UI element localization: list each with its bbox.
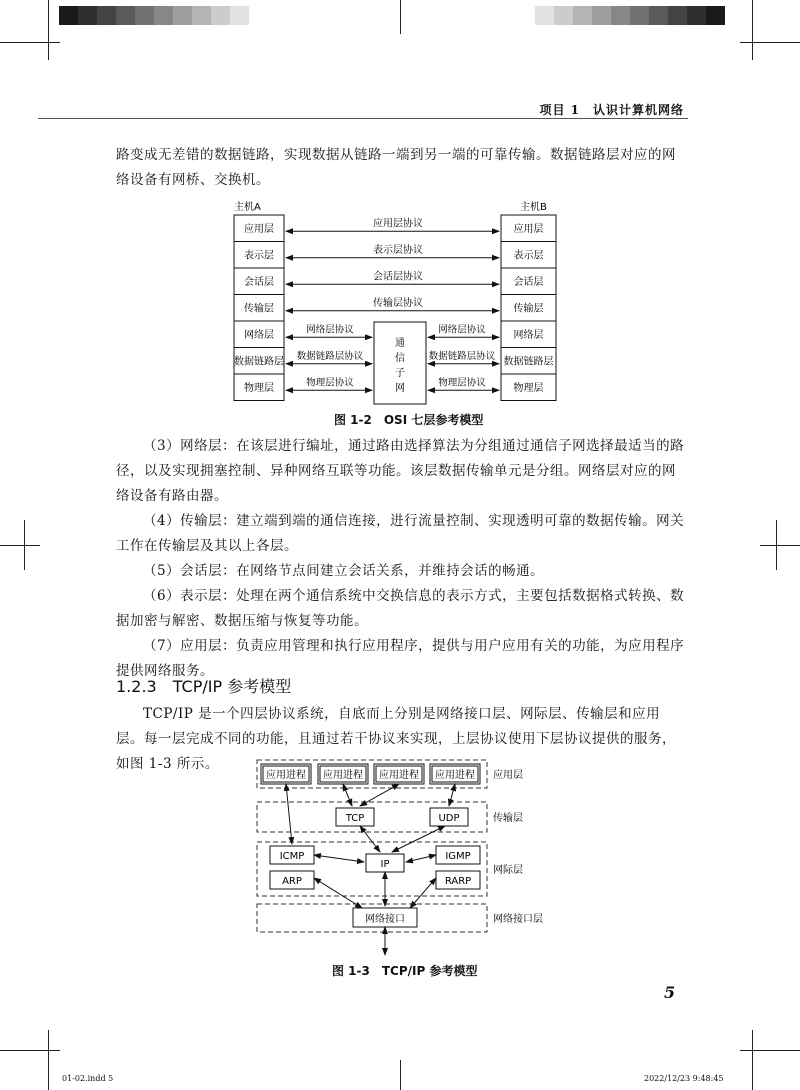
host-a-label: 主机A: [234, 202, 261, 213]
crop-mark: [740, 42, 800, 43]
connector-line: [449, 784, 455, 806]
layer-label-transport: 传输层: [493, 813, 523, 824]
connector-line: [286, 784, 292, 844]
protocol-label: 应用层协议: [373, 218, 423, 230]
app-process-label: 应用进程: [266, 770, 306, 781]
layer-label-application: 应用层: [493, 770, 523, 781]
subnet-char: 信: [395, 353, 405, 364]
color-swatch: [154, 6, 173, 25]
osi-layer-label-a: 应用层: [244, 224, 274, 235]
crop-mark: [0, 42, 60, 43]
crop-mark: [0, 1050, 60, 1051]
connector-line: [360, 826, 380, 852]
subnet-char: 子: [395, 368, 405, 379]
layer-paragraph: （3）网络层：在该层进行编址，通过路由选择算法为分组通过通信子网选择最适当的路径，以及实现拥塞控制、异种网络互联等功能。该层数据传输单元是分组。网络层对应的网络设备有路由器。: [116, 438, 685, 504]
crop-mark: [48, 1030, 49, 1090]
app-process-label: 应用进程: [323, 770, 363, 781]
protocol-label: 会话层协议: [373, 271, 423, 283]
color-swatch: [135, 6, 154, 25]
layer-paragraph: （4）传输层：建立端到端的通信连接，进行流量控制、实现透明可靠的数据传输。网关工作在传输层及其以上各层。: [116, 513, 685, 554]
color-swatch: [173, 6, 192, 25]
crop-mark: [752, 1030, 753, 1090]
running-head: 项目 1 认识计算机网络: [539, 103, 684, 117]
icmp-label: ICMP: [279, 851, 305, 862]
color-swatch: [78, 6, 97, 25]
udp-label: UDP: [438, 813, 460, 824]
crop-mark: [0, 545, 40, 546]
ip-label: IP: [380, 859, 390, 870]
tcpip-diagram: [250, 756, 570, 958]
paragraph-text: TCP/IP 是一个四层协议系统，自底而上分别是网络接口层、网际层、传输层和应用层。每一层完成不同的功能，且通过若干协议来实现，上层协议使用下层协议提供的服务，如图 1-3 所示。: [116, 706, 676, 772]
osi-layer-label-b: 网络层: [513, 330, 544, 341]
osi-layer-label-a: 网络层: [244, 330, 274, 341]
color-swatch: [535, 6, 554, 25]
subnet-protocol-label-left: 物理层协议: [306, 377, 354, 389]
osi-layer-label-a: 数据链路层: [234, 356, 284, 368]
color-swatch: [230, 6, 249, 25]
color-swatch: [554, 6, 573, 25]
crop-mark: [776, 520, 777, 570]
osi-diagram: [220, 198, 580, 408]
host-b-label: 主机B: [520, 202, 547, 213]
section-number: 1.2.3: [116, 677, 157, 696]
subnet-protocol-label-right: 网络层协议: [438, 324, 486, 336]
color-swatch: [592, 6, 611, 25]
header-rule: [38, 118, 688, 119]
subnet-protocol-label-right: 物理层协议: [438, 377, 486, 389]
arp-label: ARP: [282, 876, 302, 887]
connector-line: [360, 784, 399, 806]
app-process-box: [430, 764, 480, 784]
osi-layer-label-b: 物理层: [513, 383, 544, 394]
rarp-label: RARP: [444, 876, 472, 887]
connector-line: [314, 855, 364, 862]
slug-right: 2022/12/23 9:48:45: [644, 1074, 724, 1083]
page-number: 5: [664, 983, 676, 1002]
layer-paragraph: （6）表示层：处理在两个通信系统中交换信息的表示方式，主要包括数据格式转换、数据加密与解密、数据压缩与恢复等功能。: [116, 588, 685, 629]
app-process-box: [318, 764, 368, 784]
osi-layer-label-b: 表示层: [513, 250, 544, 262]
color-swatch: [706, 6, 725, 25]
color-swatch: [211, 6, 230, 25]
color-swatch: [611, 6, 630, 25]
app-process-label: 应用进程: [435, 770, 475, 781]
section-title: TCP/IP 参考模型: [172, 677, 292, 696]
crop-mark: [760, 545, 800, 546]
slug-left: 01-02.indd 5: [62, 1074, 114, 1083]
color-swatch: [192, 6, 211, 25]
protocol-label: 表示层协议: [373, 244, 423, 256]
tcpip-caption: 图 1-3 TCP/IP 参考模型: [332, 964, 478, 978]
app-process-box: [261, 764, 311, 784]
subnet-char: 通: [395, 338, 405, 349]
layer-descriptions: [116, 434, 686, 684]
connector-line: [343, 784, 352, 806]
subnet-protocol-label-left: 数据链路层协议: [296, 350, 364, 362]
color-swatch: [630, 6, 649, 25]
crop-mark: [400, 1060, 401, 1090]
crop-mark: [752, 0, 753, 60]
osi-layer-label-a: 表示层: [244, 250, 274, 262]
subnet-protocol-label-left: 网络层协议: [306, 324, 354, 336]
layer-label-internet: 网际层: [493, 865, 523, 876]
osi-caption: 图 1-2 OSI 七层参考模型: [334, 413, 484, 427]
color-swatch: [649, 6, 668, 25]
color-swatch: [97, 6, 116, 25]
protocol-label: 传输层协议: [373, 297, 423, 309]
osi-layer-label-a: 物理层: [244, 383, 274, 394]
color-swatch: [573, 6, 592, 25]
color-swatch: [687, 6, 706, 25]
crop-mark: [24, 520, 25, 570]
osi-layer-label-a: 传输层: [244, 303, 274, 315]
osi-layer-label-b: 数据链路层: [503, 356, 554, 368]
layer-paragraph: （7）应用层：负责应用管理和执行应用程序，提供与用户应用有关的功能，为应用程序提供网络服务。: [116, 638, 685, 679]
osi-layer-label-b: 传输层: [513, 303, 544, 315]
subnet-protocol-label-right: 数据链路层协议: [428, 350, 496, 362]
subnet-char: 网: [395, 383, 405, 394]
connector-line: [410, 878, 436, 908]
osi-layer-label-b: 应用层: [513, 224, 544, 235]
app-process-box: [374, 764, 424, 784]
net-interface-label: 网络接口: [365, 914, 405, 925]
crop-mark: [48, 0, 49, 60]
crop-mark: [740, 1050, 800, 1051]
crop-mark: [400, 0, 401, 34]
color-swatch: [668, 6, 687, 25]
paragraph-text: 路变成无差错的数据链路，实现数据从链路一端到另一端的可靠传输。数据链路层对应的网络设备有网桥、交换机。: [116, 147, 676, 188]
color-swatch: [59, 6, 78, 25]
osi-layer-label-a: 会话层: [244, 277, 274, 288]
tcp-label: TCP: [345, 813, 365, 824]
connector-line: [406, 855, 436, 862]
intro-paragraph: [116, 143, 686, 193]
layer-label-network-interface: 网络接口层: [493, 914, 543, 925]
igmp-label: IGMP: [445, 851, 471, 862]
section-heading: [116, 674, 307, 697]
color-swatch: [116, 6, 135, 25]
osi-layer-label-b: 会话层: [513, 277, 544, 288]
layer-paragraph: （5）会话层：在网络节点间建立会话关系，并维持会话的畅通。: [143, 563, 545, 579]
app-process-label: 应用进程: [379, 770, 419, 781]
